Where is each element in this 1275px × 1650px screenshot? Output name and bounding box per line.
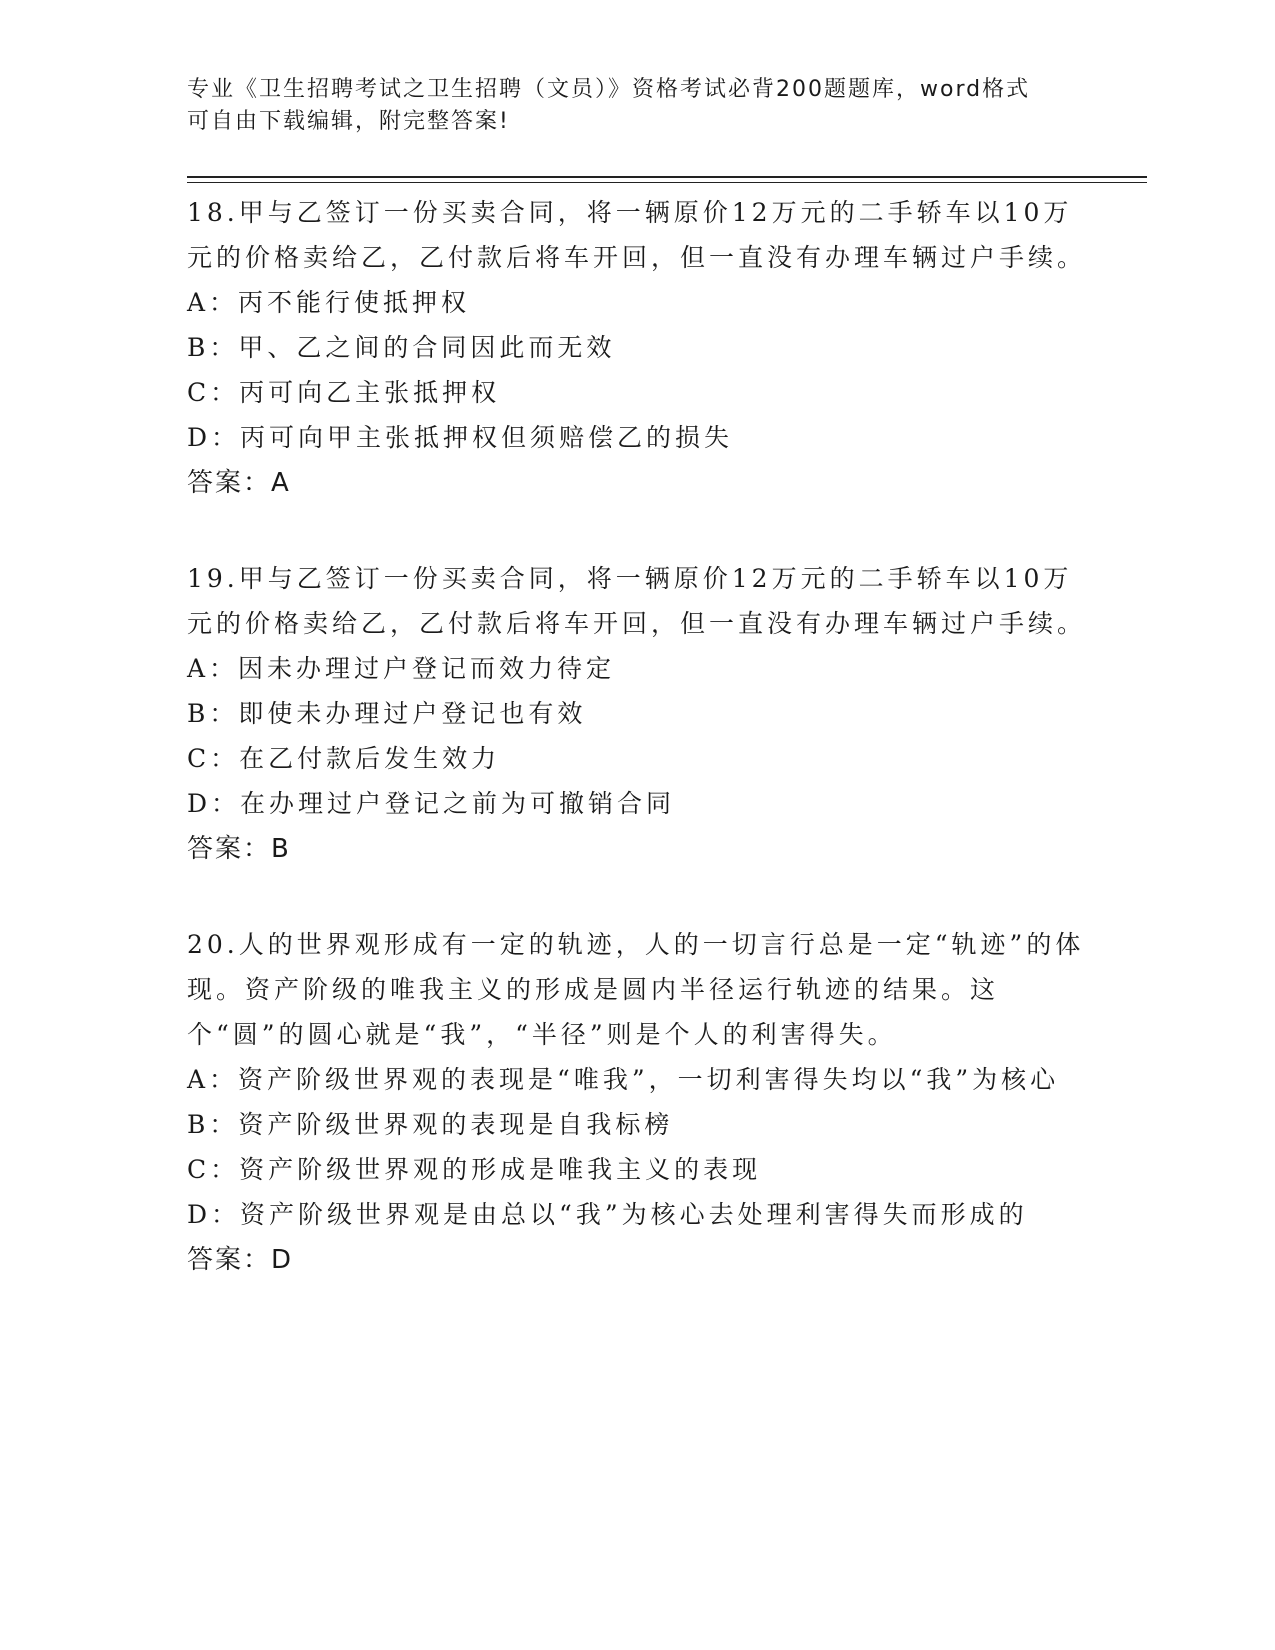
answer-line: 答案：B bbox=[187, 834, 291, 864]
option-d: D：资产阶级世界观是由总以“我”为核心去处理利害得失而形成的 bbox=[187, 1200, 1028, 1229]
question-18 bbox=[187, 190, 1087, 506]
option-b: B：即使未办理过户登记也有效 bbox=[187, 699, 587, 728]
header-divider-thin bbox=[187, 182, 1147, 183]
option-b: B：甲、乙之间的合同因此而无效 bbox=[187, 333, 616, 362]
option-c: C：在乙付款后发生效力 bbox=[187, 744, 501, 773]
option-b: B：资产阶级世界观的表现是自我标榜 bbox=[187, 1110, 674, 1139]
header-line-1: 专业《卫生招聘考试之卫生招聘（文员）》资格考试必背200题题库，word格式 bbox=[187, 77, 1031, 102]
document-header bbox=[187, 74, 1087, 138]
option-a: A：因未办理过户登记而效力待定 bbox=[187, 654, 616, 683]
answer-line: 答案：D bbox=[187, 1245, 294, 1275]
question-stem: 20.人的世界观形成有一定的轨迹，人的一切言行总是一定“轨迹”的体现。资产阶级的唯我主义的形成是圆内半径运行轨迹的结果。这个“圆”的圆心就是“我”，“半径”则是个人的利害得失。 bbox=[187, 930, 1085, 1049]
question-list bbox=[187, 190, 1087, 1333]
question-stem: 19.甲与乙签订一份买卖合同，将一辆原价12万元的二手轿车以10万元的价格卖给乙，乙付款后将车开回，但一直没有办理车辆过户手续。 bbox=[187, 564, 1087, 638]
header-line-2: 可自由下载编辑，附完整答案! bbox=[187, 109, 510, 134]
option-d: D：丙可向甲主张抵押权但须赔偿乙的损失 bbox=[187, 423, 734, 452]
option-c: C：资产阶级世界观的形成是唯我主义的表现 bbox=[187, 1155, 762, 1184]
question-stem: 18.甲与乙签订一份买卖合同，将一辆原价12万元的二手轿车以10万元的价格卖给乙，乙付款后将车开回，但一直没有办理车辆过户手续。 bbox=[187, 198, 1087, 272]
option-d: D：在办理过户登记之前为可撤销合同 bbox=[187, 789, 676, 818]
option-c: C：丙可向乙主张抵押权 bbox=[187, 378, 501, 407]
question-20 bbox=[187, 922, 1087, 1283]
question-19 bbox=[187, 556, 1087, 872]
header-divider-thick bbox=[187, 176, 1147, 178]
answer-line: 答案：A bbox=[187, 468, 291, 498]
option-a: A：资产阶级世界观的表现是“唯我”，一切利害得失均以“我”为核心 bbox=[187, 1065, 1060, 1094]
option-a: A：丙不能行使抵押权 bbox=[187, 288, 471, 317]
